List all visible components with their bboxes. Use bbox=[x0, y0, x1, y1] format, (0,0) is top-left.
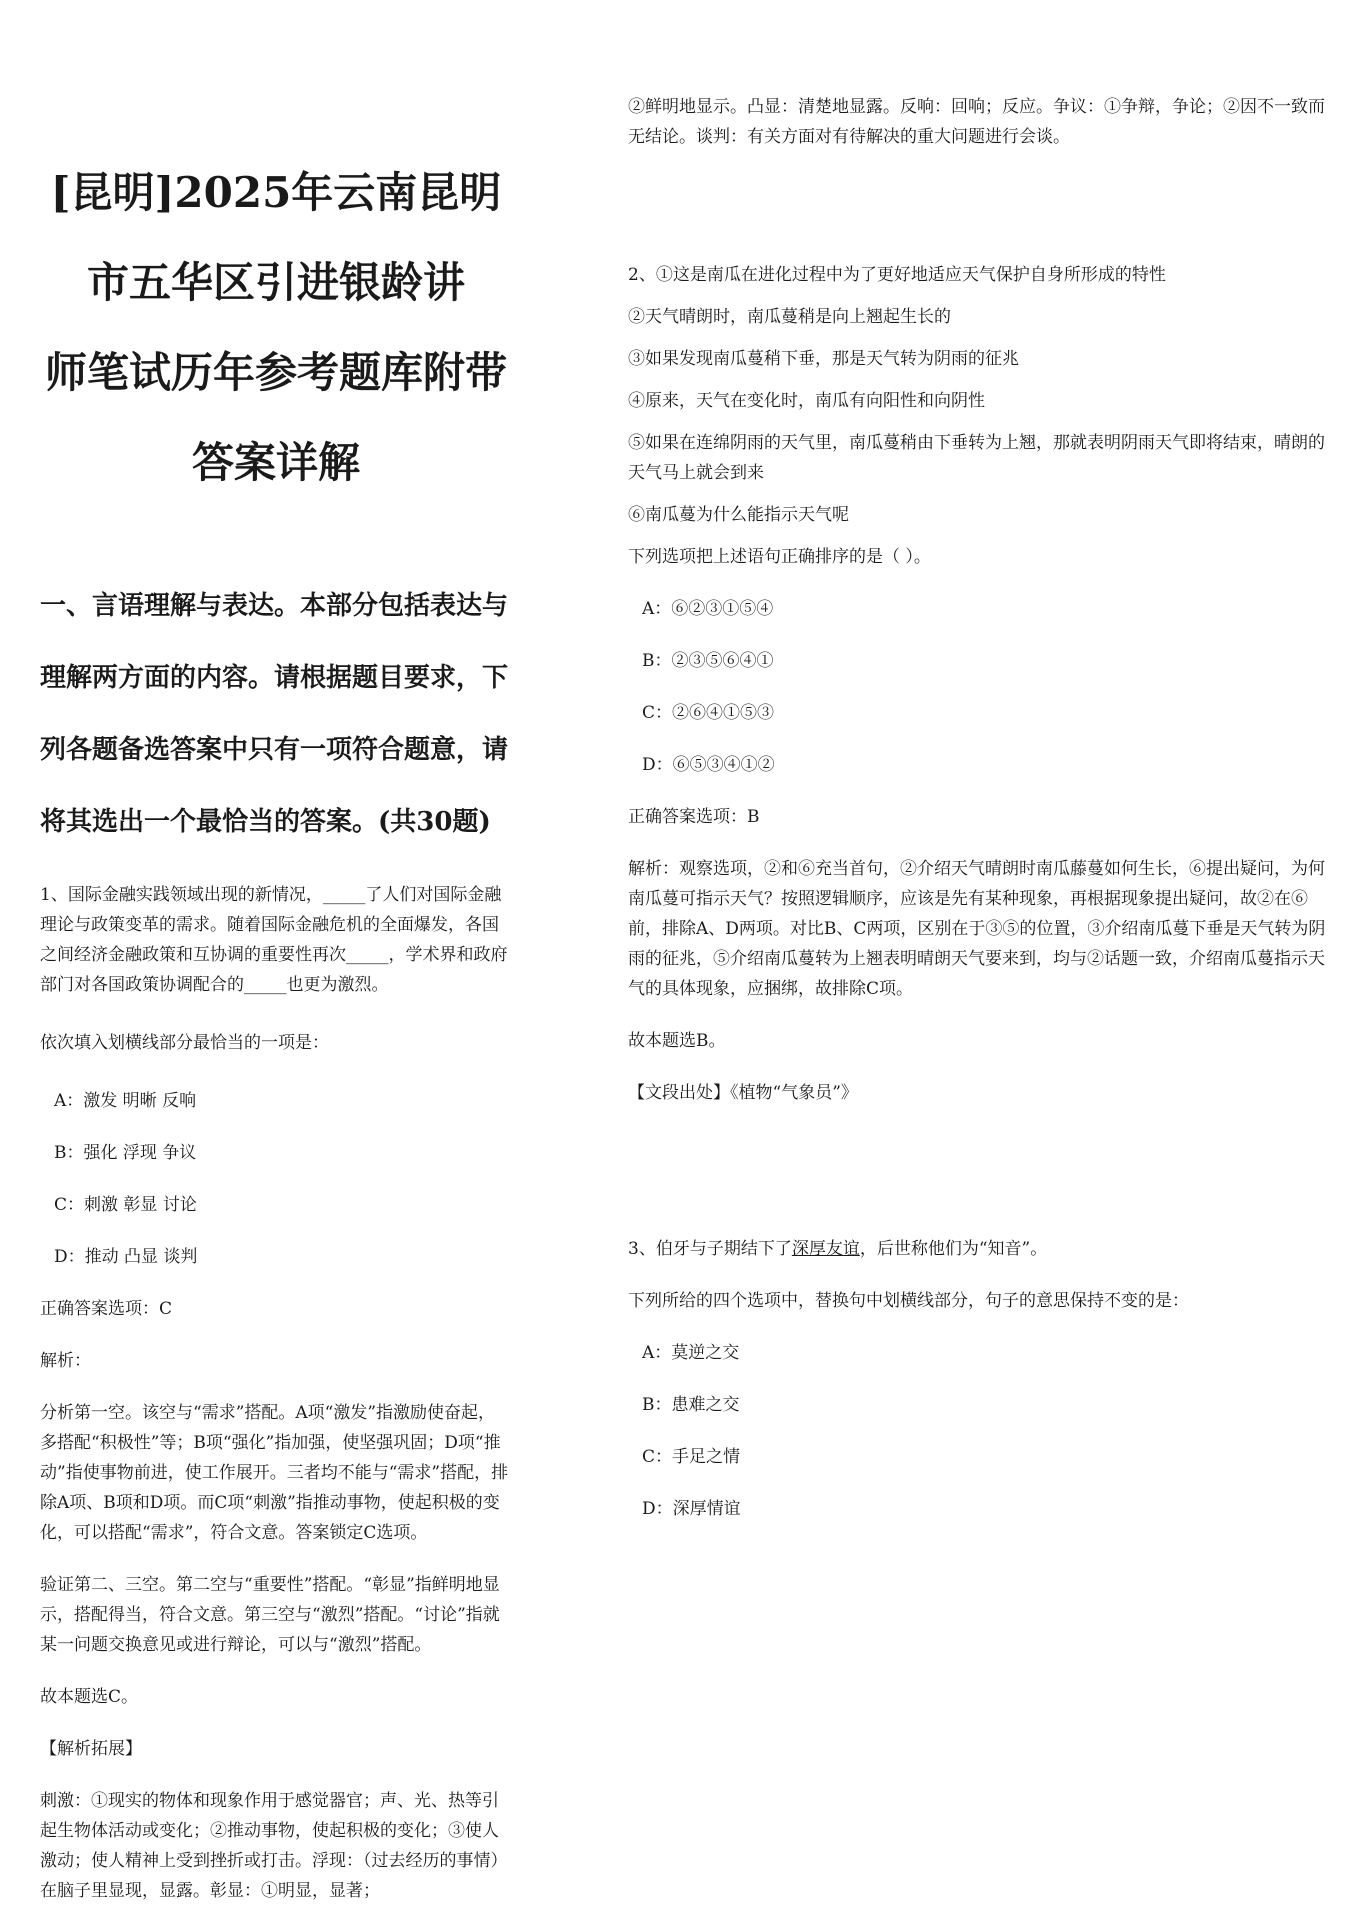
q1-conclusion: 故本题选C。 bbox=[40, 1687, 139, 1707]
q2-prompt: 下列选项把上述语句正确排序的是（ ）。 bbox=[628, 547, 931, 567]
q3-option-b: B：患难之交 bbox=[642, 1395, 740, 1415]
q1-extension-label: 【解析拓展】 bbox=[40, 1739, 142, 1759]
q1-option-b: B：强化 浮现 争议 bbox=[54, 1143, 197, 1163]
q1-prompt: 依次填入划横线部分最恰当的一项是： bbox=[40, 1033, 329, 1053]
q1-answer: 正确答案选项：C bbox=[40, 1299, 173, 1319]
q1-extension-text: 刺激：①现实的物体和现象作用于感觉器官；声、光、热等引起生物体活动或变化；②推动事物，使起积极的变化；③使人激动；使人精神上受到挫折或打击。浮现：（过去经历的事情）在脑子里显现，显露。彰显：①明显，显著； bbox=[40, 1791, 508, 1901]
q1-option-c: C：刺激 彰显 讨论 bbox=[54, 1195, 197, 1215]
q1-analysis-paragraph-1: 分析第一空。该空与“需求”搭配。A项“激发”指激励使奋起，多搭配“积极性”等；B项“强化”指加强，使坚强巩固；D项“推动”指使事物前进，使工作展开。三者均不能与“需求”搭配，排除A项、B项和D项。而C项“刺激”指推动事物，使起积极的变化，可以搭配“需求”，符合文意。答案锁定C选项。 bbox=[40, 1403, 509, 1543]
q1-extension-continued: ②鲜明地显示。凸显：清楚地显露。反响：回响；反应。争议：①争辩，争论；②因不一致而无结论。谈判：有关方面对有待解决的重大问题进行会谈。 bbox=[628, 97, 1325, 147]
q2-option-b: B：②③⑤⑥④① bbox=[642, 651, 774, 671]
left-column bbox=[40, 40, 512, 1906]
section-heading: 一、言语理解与表达。本部分包括表达与理解两方面的内容。请根据题目要求，下列各题备选答案中只有一项符合题意，请将其选出一个最恰当的答案。(共30题) bbox=[40, 591, 509, 837]
q2-sentence-3: ③如果发现南瓜蔓稍下垂，那是天气转为阴雨的征兆 bbox=[628, 349, 1019, 369]
q3-option-d: D：深厚情谊 bbox=[642, 1499, 741, 1519]
q2-stem: 2、①这是南瓜在进化过程中为了更好地适应天气保护自身所形成的特性 bbox=[628, 265, 1166, 285]
q3-option-c: C：手足之情 bbox=[642, 1447, 741, 1467]
title-line-2: 师笔试历年参考题库附带答案详解 bbox=[44, 348, 507, 487]
q2-option-d: D：⑥⑤③④①② bbox=[642, 755, 775, 775]
q3-option-a: A：莫逆之交 bbox=[642, 1343, 740, 1363]
q2-sentence-6: ⑥南瓜蔓为什么能指示天气呢 bbox=[628, 505, 849, 525]
q3-stem-after: ，后世称他们为“知音”。 bbox=[859, 1239, 1048, 1259]
q1-analysis-label: 解析： bbox=[40, 1351, 91, 1371]
right-column bbox=[628, 92, 1328, 1524]
q2-analysis: 解析：观察选项，②和⑥充当首句，②介绍天气晴朗时南瓜藤蔓如何生长，⑥提出疑问，为何南瓜蔓可指示天气？按照逻辑顺序，应该是先有某种现象，再根据现象提出疑问，故②在⑥前，排除A、D两项。对比B、C两项，区别在于③⑤的位置，③介绍南瓜蔓下垂是天气转为阴雨的征兆，⑤介绍南瓜蔓转为上翘表明晴朗天气要来到，均与②话题一致，介绍南瓜蔓指示天气的具体现象，应捆绑，故排除C项。 bbox=[628, 859, 1326, 999]
q2-sentence-2: ②天气晴朗时，南瓜蔓稍是向上翘起生长的 bbox=[628, 307, 951, 327]
title-line-1: [昆明]2025年云南昆明市五华区引进银龄讲 bbox=[50, 168, 502, 307]
q1-option-d: D：推动 凸显 谈判 bbox=[54, 1247, 198, 1267]
q1-option-a: A：激发 明晰 反响 bbox=[54, 1091, 197, 1111]
document-title bbox=[40, 148, 512, 508]
q3-prompt: 下列所给的四个选项中，替换句中划横线部分，句子的意思保持不变的是： bbox=[628, 1291, 1189, 1311]
q2-source: 【文段出处】《植物“气象员”》 bbox=[628, 1083, 858, 1103]
q3-stem-before: 3、伯牙与子期结下了 bbox=[628, 1239, 792, 1259]
q3-stem-underlined: 深厚友谊 bbox=[791, 1239, 860, 1259]
q1-analysis-paragraph-2: 验证第二、三空。第二空与“重要性”搭配。“彰显”指鲜明地显示，搭配得当，符合文意。第三空与“激烈”搭配。“讨论”指就某一问题交换意见或进行辩论，可以与“激烈”搭配。 bbox=[40, 1575, 500, 1655]
q2-answer: 正确答案选项：B bbox=[628, 807, 760, 827]
q2-option-c: C：②⑥④①⑤③ bbox=[642, 703, 775, 723]
q1-stem: 1、国际金融实践领域出现的新情况，_____了人们对国际金融理论与政策变革的需求。随着国际金融危机的全面爆发，各国之间经济金融政策和互协调的重要性再次_____，学术界和政府部门对各国政策协调配合的_____也更为激烈。 bbox=[40, 885, 508, 995]
q3-stem bbox=[628, 1234, 1328, 1264]
q2-sentence-4: ④原来，天气在变化时，南瓜有向阳性和向阴性 bbox=[628, 391, 985, 411]
q2-conclusion: 故本题选B。 bbox=[628, 1031, 726, 1051]
q2-option-a: A：⑥②③①⑤④ bbox=[642, 599, 774, 619]
q2-sentence-5: ⑤如果在连绵阴雨的天气里，南瓜蔓稍由下垂转为上翘，那就表明阴雨天气即将结束，晴朗的天气马上就会到来 bbox=[628, 433, 1325, 483]
